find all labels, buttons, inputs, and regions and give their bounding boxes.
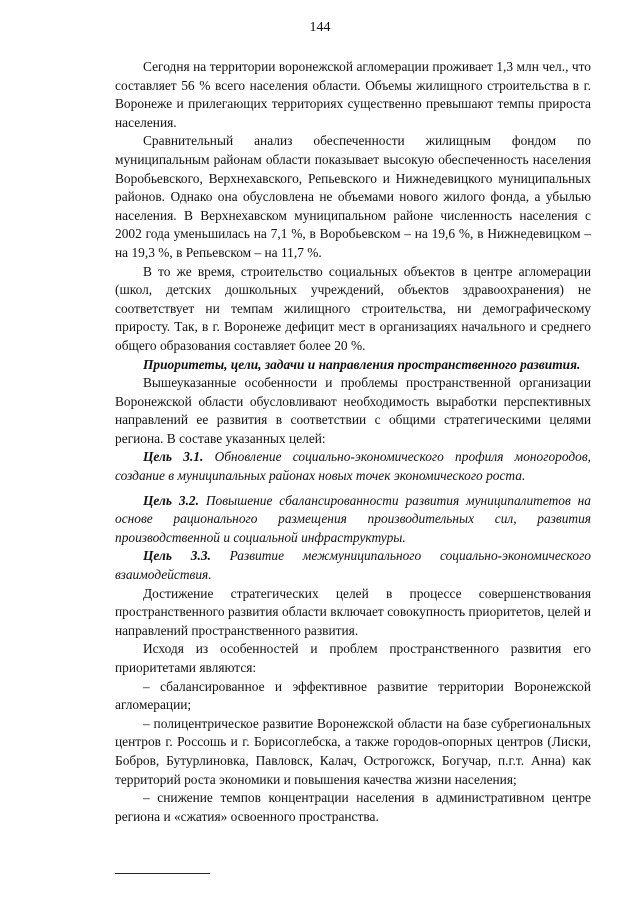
page-body [115, 58, 591, 826]
footnote-divider [115, 873, 210, 874]
goal-3-3 [115, 547, 591, 584]
paragraph-priorities-list-intro: Исходя из особенностей и проблем пространственного развития его приоритетами являются: [115, 641, 591, 675]
section-heading: Приоритеты, цели, задачи и направления пространственного развития. [143, 356, 581, 372]
goal-3-2-text: Повышение сбалансированности развития муниципалитетов на основе рационального размещения производительных сил, развития производственной и социальной инфраструктуры. [115, 492, 591, 545]
priority-item-3: – снижение темпов концентрации населения в административном центре региона и «сжатия» освоенного пространства. [115, 790, 591, 824]
goal-3-2 [115, 492, 591, 548]
paragraph-social-objects: В то же время, строительство социальных объектов в центре агломерации (школ, детских дошкольных учреждений, объектов здравоохранения) не соответствует ни темпам жилищного строительства, ни демографическому приросту. Так, в г. Воронеже дефицит мест в организациях начального и среднего общего образования составляет более 20 %. [115, 263, 591, 353]
goal-3-1 [115, 448, 591, 485]
goal-3-2-label: Цель 3.2. [143, 492, 199, 508]
priority-item-2: – полицентрическое развитие Воронежской области на базе субрегиональных центров г. Россошь и г. Борисоглебска, а также городов-опорных центров (Лиски, Бобров, Бутурлиновка, Павловск, Калач, Острогожск, Богучар, п.г.т. Анна) как территорий роста экономики и повышения качества жизни населения; [115, 715, 591, 787]
priority-item-1: – сбалансированное и эффективное развитие территории Воронежской агломерации; [115, 678, 591, 713]
goal-3-1-text: Обновление социально-экономического профиля моногородов, создание в муниципальных районах новых точек экономического роста. [115, 449, 591, 484]
paragraph-housing-analysis: Сравнительный анализ обеспеченности жилищным фондом по муниципальным районам области показывает высокую обеспеченность населения Воробьевского, Верхнехавского, Репьевского и Нижнедевицкого муниципальных районов. Однако она обусловлена не объемами нового жилого фонда, а убылью населения. В Верхнехавском муниципальном районе численность населения с 2002 года уменьшилась на 7,1 %, в Воробьевском – на 19,6 %, в Нижнедевицком – на 19,3 %, в Репьевском – на 11,7 %. [115, 133, 591, 260]
page-number: 144 [309, 20, 331, 35]
paragraph-priorities-intro: Достижение стратегических целей в процессе совершенствования пространственного развития области включает совокупность приоритетов, целей и направлений пространственного развития. [115, 585, 591, 638]
paragraph-agglomeration-population: Сегодня на территории воронежской агломерации проживает 1,3 млн чел., что составляет 56 % всего населения области. Объемы жилищного строительства в г. Воронеже и прилегающих территориях существенно превышают темпы прироста населения. [115, 59, 591, 130]
goal-3-1-label: Цель 3.1. [143, 449, 204, 465]
paragraph-strategic-goals-intro: Вышеуказанные особенности и проблемы пространственной организации Воронежской области обусловливают необходимость выработки перспективных направлений ее развития в соответствии с общими стратегическими целями региона. В составе указанных целей: [115, 375, 591, 446]
goal-3-3-label: Цель 3.3. [143, 548, 211, 564]
goal-3-3-text: Развитие межмуниципального социально-экономического взаимодействия. [115, 548, 591, 583]
